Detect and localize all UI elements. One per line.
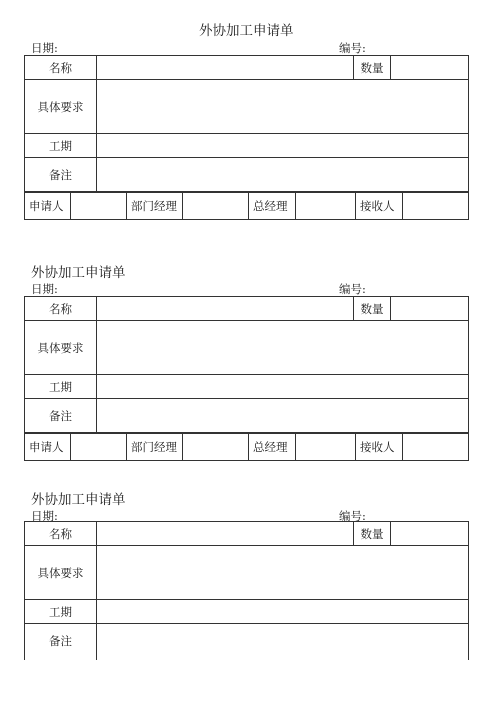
- dept-manager-field[interactable]: [183, 434, 249, 461]
- date-label: 日期:: [31, 509, 58, 523]
- period-field[interactable]: [97, 375, 469, 399]
- name-field[interactable]: [97, 56, 354, 80]
- number-label: 编号:: [339, 41, 366, 55]
- dept-manager-label: 部门经理: [127, 193, 183, 220]
- period-field[interactable]: [97, 134, 469, 158]
- form-title: 外协加工申请单: [199, 23, 294, 39]
- applicant-field[interactable]: [71, 193, 127, 220]
- form-3-clip: [24, 521, 469, 660]
- name-field[interactable]: [97, 297, 354, 321]
- requirements-label: 具体要求: [25, 546, 97, 600]
- quantity-label: 数量: [354, 297, 391, 321]
- date-label: 日期:: [31, 282, 58, 296]
- period-label: 工期: [25, 600, 97, 624]
- application-table-2: [24, 296, 469, 433]
- receiver-label: 接收人: [356, 193, 403, 220]
- requirements-field[interactable]: [97, 80, 469, 134]
- general-manager-label: 总经理: [249, 193, 296, 220]
- signature-row-2: [24, 433, 469, 461]
- requirements-label: 具体要求: [25, 80, 97, 134]
- general-manager-field[interactable]: [296, 434, 356, 461]
- application-table-1: [24, 55, 469, 192]
- applicant-field[interactable]: [71, 434, 127, 461]
- quantity-field[interactable]: [391, 522, 469, 546]
- notes-label: 备注: [25, 399, 97, 433]
- requirements-field[interactable]: [97, 546, 469, 600]
- notes-field[interactable]: [97, 624, 469, 661]
- signature-row-1: [24, 192, 469, 220]
- dept-manager-label: 部门经理: [127, 434, 183, 461]
- notes-field[interactable]: [97, 158, 469, 192]
- form-title: 外协加工申请单: [31, 265, 126, 281]
- quantity-label: 数量: [354, 522, 391, 546]
- form-title: 外协加工申请单: [31, 492, 126, 508]
- requirements-label: 具体要求: [25, 321, 97, 375]
- date-label: 日期:: [31, 41, 58, 55]
- application-table-3: [24, 521, 469, 660]
- requirements-field[interactable]: [97, 321, 469, 375]
- period-label: 工期: [25, 375, 97, 399]
- notes-label: 备注: [25, 624, 97, 661]
- receiver-field[interactable]: [403, 434, 469, 461]
- name-label: 名称: [25, 297, 97, 321]
- general-manager-field[interactable]: [296, 193, 356, 220]
- number-label: 编号:: [339, 282, 366, 296]
- dept-manager-field[interactable]: [183, 193, 249, 220]
- name-label: 名称: [25, 56, 97, 80]
- receiver-label: 接收人: [356, 434, 403, 461]
- quantity-field[interactable]: [391, 297, 469, 321]
- receiver-field[interactable]: [403, 193, 469, 220]
- name-label: 名称: [25, 522, 97, 546]
- quantity-label: 数量: [354, 56, 391, 80]
- name-field[interactable]: [97, 522, 354, 546]
- period-label: 工期: [25, 134, 97, 158]
- applicant-label: 申请人: [25, 193, 71, 220]
- period-field[interactable]: [97, 600, 469, 624]
- number-label: 编号:: [339, 509, 366, 523]
- quantity-field[interactable]: [391, 56, 469, 80]
- notes-label: 备注: [25, 158, 97, 192]
- general-manager-label: 总经理: [249, 434, 296, 461]
- applicant-label: 申请人: [25, 434, 71, 461]
- notes-field[interactable]: [97, 399, 469, 433]
